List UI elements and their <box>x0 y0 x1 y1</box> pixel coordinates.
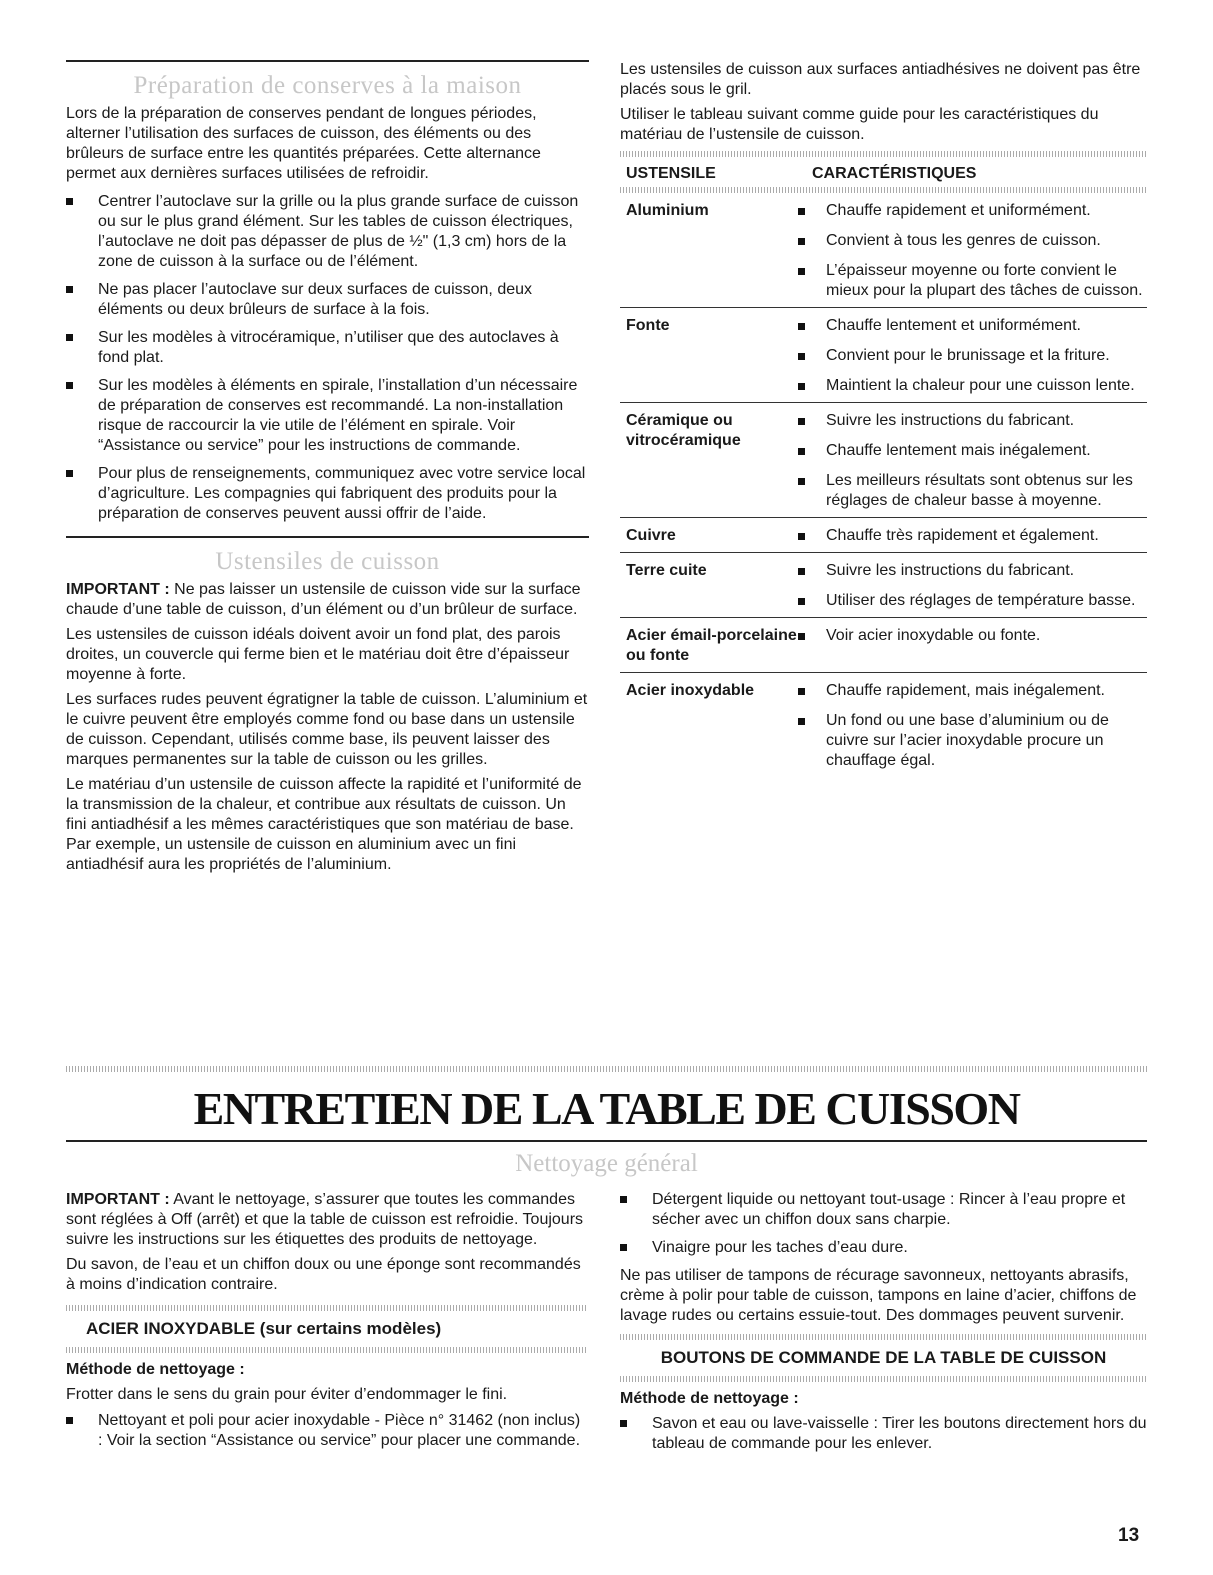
property-item <box>812 411 1147 431</box>
property-item <box>812 231 1147 251</box>
bullet-icon <box>798 208 805 215</box>
properties-cell <box>806 193 1147 308</box>
property-item <box>812 201 1147 221</box>
acier-text: Frotter dans le sens du grain pour éviter d’endommager le fini. <box>66 1386 508 1403</box>
bullet-icon <box>798 533 805 540</box>
material-cell: Terre cuite <box>620 553 806 618</box>
properties-cell <box>806 403 1147 518</box>
bullet-icon <box>798 718 805 725</box>
title-rule <box>66 1140 1147 1142</box>
conserves-heading: Préparation de conserves à la maison <box>133 72 522 99</box>
property-text: Un fond ou une base d’aluminium ou de cuivre sur l’acier inoxydable procure un chauffage égal. <box>826 712 1109 769</box>
property-item <box>812 591 1147 611</box>
table-row <box>620 553 1147 618</box>
important-text: Avant le nettoyage, s’assurer que toutes les commandes sont réglées à Off (arrêt) et que la table de cuisson est refroidie. Toujours suivre les instructions sur les étiquettes des produits de nettoyage. <box>66 1191 584 1248</box>
col-header-ustensile: USTENSILE <box>626 165 716 182</box>
table-header-row <box>620 159 1147 187</box>
properties-cell <box>806 308 1147 403</box>
material-cell: Acier inoxydable <box>626 682 755 699</box>
material-cell: Cuivre <box>620 518 806 553</box>
list-item <box>66 376 589 456</box>
property-item <box>812 471 1147 511</box>
bullet-icon <box>798 568 805 575</box>
ustensiles-important <box>66 580 589 620</box>
col-header-caracteristiques: CARACTÉRISTIQUES <box>812 165 977 182</box>
list-item-text: Vinaigre pour les taches d’eau dure. <box>652 1239 908 1256</box>
property-item <box>812 316 1147 336</box>
property-item <box>812 376 1147 396</box>
page-number: 13 <box>1118 1525 1140 1546</box>
table-row <box>620 308 1147 403</box>
acier-heading: ACIER INOXYDABLE (sur certains modèles) <box>86 1319 442 1338</box>
bullet-icon <box>798 478 805 485</box>
nettoyage-heading: Nettoyage général <box>515 1150 698 1177</box>
bullet-icon <box>620 1420 627 1427</box>
list-item-text: Pour plus de renseignements, communiquez avec votre service local d’agriculture. Les compagnies qui fabriquent des produits pour la préparation de conserves peuvent aussi offrir de l’aide. <box>98 465 586 522</box>
box-hatch <box>66 1347 586 1353</box>
property-text: Chauffe rapidement, mais inégalement. <box>826 682 1105 699</box>
entretien-important <box>66 1190 586 1250</box>
ustensiles-heading: Ustensiles de cuisson <box>215 548 440 575</box>
ustensiles-paragraph: Les ustensiles de cuisson idéals doivent avoir un fond plat, des parois droites, un couvercle qui ferme bien et le matériau doit être d’épaisseur moyenne à forte. <box>66 626 570 683</box>
property-item <box>812 346 1147 366</box>
properties-cell <box>806 673 1147 778</box>
bullet-icon <box>798 383 805 390</box>
list-item-text: Nettoyant et poli pour acier inoxydable - Pièce n° 31462 (non inclus) : Voir la section “Assistance ou service” pour placer une commande. <box>98 1412 581 1449</box>
ustensiles-paragraph: Le matériau d’un ustensile de cuisson affecte la rapidité et l’uniformité de la transmission de la chaleur, et contribue aux résultats de cuisson. Un fini antiadhésif a les mêmes caractéristiques que son matériau de base. Par exemple, un ustensile de cuisson en aluminium avec un fini antiadhésif aura les propriétés de l’aluminium. <box>66 776 582 873</box>
list-item <box>66 328 589 368</box>
bullet-icon <box>66 382 73 389</box>
table-row <box>620 518 1147 553</box>
list-item <box>66 280 589 320</box>
properties-cell <box>806 518 1147 553</box>
property-text: Les meilleurs résultats sont obtenus sur les réglages de chaleur basse à moyenne. <box>826 472 1133 509</box>
property-text: Voir acier inoxydable ou fonte. <box>826 627 1041 644</box>
bullet-icon <box>620 1244 627 1251</box>
table-row <box>620 193 1147 308</box>
list-item <box>620 1414 1147 1454</box>
bullet-icon <box>798 633 805 640</box>
property-item <box>812 526 1147 546</box>
list-item <box>66 192 589 272</box>
bullet-icon <box>66 286 73 293</box>
ustensiles-paragraph: Utiliser le tableau suivant comme guide pour les caractéristiques du matériau de l’ustensile de cuisson. <box>620 106 1099 143</box>
section-rule <box>66 60 589 62</box>
bullet-icon <box>798 688 805 695</box>
bullet-icon <box>66 198 73 205</box>
bullet-icon <box>798 268 805 275</box>
bottom-right-column <box>620 1190 1147 1462</box>
conserves-intro: Lors de la préparation de conserves pendant de longues périodes, alterner l’utilisation des surfaces de cuisson, des éléments ou des brûleurs de surface entre les quantités préparées. Cette alternance permet aux dernières surfaces utilisées de refroidir. <box>66 105 541 182</box>
list-item-text: Ne pas placer l’autoclave sur deux surfaces de cuisson, deux éléments ou deux brûleurs de surface à la fois. <box>98 281 533 318</box>
property-item <box>812 681 1147 701</box>
boutons-heading: BOUTONS DE COMMANDE DE LA TABLE DE CUISSON <box>660 1348 1107 1367</box>
property-text: Suivre les instructions du fabricant. <box>826 412 1075 429</box>
section-rule <box>66 536 589 538</box>
list-item-text: Sur les modèles à vitrocéramique, n’utiliser que des autoclaves à fond plat. <box>98 329 559 366</box>
property-text: Suivre les instructions du fabricant. <box>826 562 1075 579</box>
left-column <box>66 60 589 880</box>
bullet-icon <box>798 598 805 605</box>
property-item <box>812 626 1147 646</box>
ustensiles-paragraph: Les surfaces rudes peuvent égratigner la table de cuisson. L’aluminium et le cuivre peuvent être employés comme fond ou base dans un ustensile de cuisson. Cependant, utilisés comme base, ils peuvent laisser des marques permanentes sur la table de cuisson ou les grilles. <box>66 691 588 768</box>
bullet-icon <box>798 353 805 360</box>
cleaning-list <box>620 1190 1147 1258</box>
property-text: Chauffe lentement et uniformément. <box>826 317 1081 334</box>
property-text: Utiliser des réglages de température basse. <box>826 592 1136 609</box>
property-text: Convient pour le brunissage et la friture. <box>826 347 1110 364</box>
properties-cell <box>806 553 1147 618</box>
property-item <box>812 561 1147 581</box>
property-text: Chauffe rapidement et uniformément. <box>826 202 1091 219</box>
important-label: IMPORTANT : <box>66 1191 170 1208</box>
bullet-icon <box>66 334 73 341</box>
list-item <box>66 464 589 524</box>
properties-cell <box>806 618 1147 673</box>
bullet-icon <box>66 470 73 477</box>
boutons-list <box>620 1414 1147 1454</box>
property-text: Convient à tous les genres de cuisson. <box>826 232 1101 249</box>
property-item <box>812 711 1147 771</box>
list-item-text: Détergent liquide ou nettoyant tout-usage : Rincer à l’eau propre et sécher avec un chiffon doux sans charpie. <box>652 1191 1126 1228</box>
list-item-text: Centrer l’autoclave sur la grille ou la plus grande surface de cuisson ou sur le plus grand élément. Sur les tables de cuisson électriques, l’autoclave ne doit pas dépasser de plus de ½" (1,3 cm) hors de la zone de cuisson à la surface ou de l’élément. <box>98 193 579 270</box>
page-divider <box>66 1066 1147 1072</box>
list-item-text: Savon et eau ou lave-vaisselle : Tirer les boutons directement hors du tableau de commande pour les enlever. <box>652 1415 1147 1452</box>
bullet-icon <box>66 1417 73 1424</box>
material-cell: Aluminium <box>620 193 806 308</box>
table-row <box>620 673 1147 778</box>
property-text: L’épaisseur moyenne ou forte convient le mieux pour la plupart des tâches de cuisson. <box>826 262 1143 299</box>
material-cell: Fonte <box>620 308 806 403</box>
bullet-icon <box>620 1196 627 1203</box>
property-text: Maintient la chaleur pour une cuisson lente. <box>826 377 1135 394</box>
acier-list <box>66 1411 586 1451</box>
property-item <box>812 261 1147 301</box>
bullet-icon <box>798 238 805 245</box>
table-hatch <box>620 151 1147 157</box>
page-title: ENTRETIEN DE LA TABLE DE CUISSON <box>193 1083 1020 1134</box>
material-cell: Céramique ou vitrocéramique <box>620 403 806 518</box>
table-row <box>620 618 1147 673</box>
conserves-list <box>66 192 589 524</box>
important-text: Ne pas laisser un ustensile de cuisson vide sur la surface chaude d’une table de cuisson, d’un élément ou d’un brûleur de surface. <box>66 581 581 618</box>
right-column <box>620 60 1147 777</box>
methode-label: Méthode de nettoyage : <box>66 1361 245 1378</box>
bullet-icon <box>798 448 805 455</box>
property-text: Chauffe lentement mais inégalement. <box>826 442 1091 459</box>
list-item <box>620 1190 1147 1230</box>
warning-paragraph: Ne pas utiliser de tampons de récurage savonneux, nettoyants abrasifs, crème à polir pour table de cuisson, tampons en laine d’acier, chiffons de lavage rudes ou certains essuie-tout. Des dommages peuvent survenir. <box>620 1267 1137 1324</box>
important-label: IMPORTANT : <box>66 581 170 598</box>
property-item <box>812 441 1147 461</box>
entretien-paragraph: Du savon, de l’eau et un chiffon doux ou une éponge sont recommandés à moins d’indication contraire. <box>66 1256 581 1293</box>
material-cell: Acier émail-porcelaine ou fonte <box>620 618 806 673</box>
bullet-icon <box>798 418 805 425</box>
bullet-icon <box>798 323 805 330</box>
box-hatch <box>620 1376 1147 1382</box>
list-item <box>620 1238 1147 1258</box>
cookware-table <box>620 159 1147 777</box>
list-item <box>66 1411 586 1451</box>
property-text: Chauffe très rapidement et également. <box>826 527 1099 544</box>
table-row <box>620 403 1147 518</box>
bottom-left-column <box>66 1190 586 1459</box>
boutons-methode-label: Méthode de nettoyage : <box>620 1390 799 1407</box>
ustensiles-paragraph: Les ustensiles de cuisson aux surfaces antiadhésives ne doivent pas être placés sous le gril. <box>620 61 1141 98</box>
list-item-text: Sur les modèles à éléments en spirale, l’installation d’un nécessaire de préparation de conserves est recommandé. La non-installation risque de raccourcir la vie utile de l’élément en spirale. Voir “Assistance ou service” pour les instructions de commande. <box>98 377 578 454</box>
